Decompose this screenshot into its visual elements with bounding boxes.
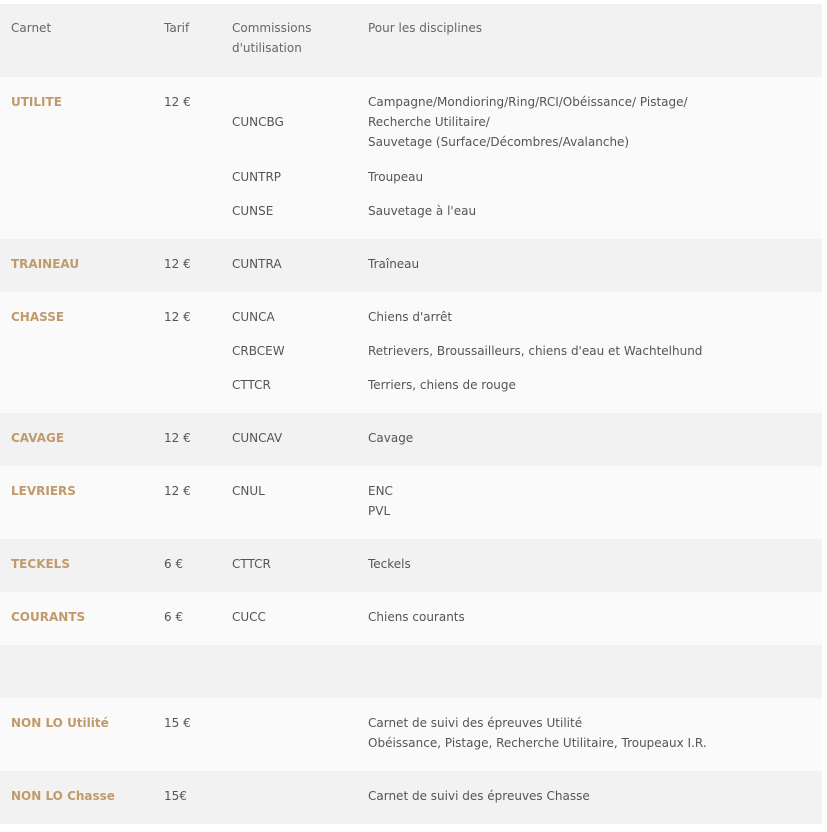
table-row-chasse	[0, 292, 822, 413]
carnet-name: TRAINEAU	[11, 257, 80, 271]
commission-code: CUNSE	[232, 204, 274, 218]
discipline-text: Troupeau	[368, 170, 424, 184]
header-carnet: Carnet	[11, 21, 52, 35]
tarif-value: 12 €	[164, 257, 191, 271]
header-commissions-line1: Commissions	[232, 21, 312, 35]
header-commissions	[232, 18, 311, 58]
table-row-cavage	[0, 413, 822, 466]
discipline-text: Terriers, chiens de rouge	[368, 378, 516, 392]
tarif-value: 15€	[164, 789, 187, 803]
tarif-value: 12 €	[164, 431, 191, 445]
tarif-value: 6 €	[164, 610, 184, 624]
discipline-text: Chiens d'arrêt	[368, 310, 453, 324]
table-row-utilite	[0, 77, 822, 239]
commission-code: CUNCA	[232, 310, 275, 324]
discipline-line: Sauvetage (Surface/Décombres/Avalanche)	[368, 135, 630, 149]
discipline-text	[368, 713, 707, 753]
discipline-text: Traîneau	[368, 257, 420, 271]
commission-code: CUNCBG	[232, 115, 284, 129]
discipline-text: Teckels	[368, 557, 411, 571]
carnet-name: NON LO Utilité	[11, 716, 109, 730]
discipline-line: Obéissance, Pistage, Recherche Utilitaire, Troupeaux I.R.	[368, 736, 707, 750]
carnet-name: NON LO Chasse	[11, 789, 115, 803]
commission-code: CNUL	[232, 484, 265, 498]
discipline-line: Campagne/Mondioring/Ring/RCI/Obéissance/ Pistage/	[368, 95, 688, 109]
header-disciplines: Pour les disciplines	[368, 21, 482, 35]
commission-code: CTTCR	[232, 557, 271, 571]
commission-code: CUNTRP	[232, 170, 282, 184]
carnet-name: LEVRIERS	[11, 484, 76, 498]
carnet-name: CHASSE	[11, 310, 65, 324]
header-tarif: Tarif	[164, 21, 190, 35]
table-header	[0, 4, 822, 77]
discipline-line: Recherche Utilitaire/	[368, 115, 490, 129]
discipline-text	[368, 481, 393, 521]
discipline-text: Sauvetage à l'eau	[368, 204, 477, 218]
table-row-courants	[0, 592, 822, 645]
table-row-levriers	[0, 466, 822, 539]
tarif-value: 12 €	[164, 95, 191, 109]
discipline-text: Chiens courants	[368, 610, 465, 624]
carnet-name: CAVAGE	[11, 431, 65, 445]
carnet-table	[0, 4, 822, 824]
commission-code: CRBCEW	[232, 344, 285, 358]
tarif-value: 12 €	[164, 484, 191, 498]
discipline-line: ENC	[368, 484, 393, 498]
tarif-value: 15 €	[164, 716, 191, 730]
table-row-empty	[0, 645, 822, 698]
discipline-text: Retrievers, Broussailleurs, chiens d'eau et Wachtelhund	[368, 344, 703, 358]
table-row-non-lo-chasse	[0, 771, 822, 824]
carnet-name: TECKELS	[11, 557, 70, 571]
table-row-teckels	[0, 539, 822, 592]
discipline-line: PVL	[368, 504, 391, 518]
carnet-name: COURANTS	[11, 610, 86, 624]
discipline-line: Carnet de suivi des épreuves Utilité	[368, 716, 583, 730]
carnet-name: UTILITE	[11, 95, 62, 109]
commission-code: CTTCR	[232, 378, 271, 392]
header-commissions-line2: d'utilisation	[232, 41, 302, 55]
commission-code: CUCC	[232, 610, 266, 624]
tarif-value: 12 €	[164, 310, 191, 324]
table-row-non-lo-utilite	[0, 698, 822, 771]
table-row-traineau	[0, 239, 822, 292]
discipline-text	[368, 92, 688, 152]
commission-code: CUNTRA	[232, 257, 282, 271]
commission-code: CUNCAV	[232, 431, 283, 445]
tarif-value: 6 €	[164, 557, 184, 571]
discipline-text: Carnet de suivi des épreuves Chasse	[368, 789, 590, 803]
discipline-text: Cavage	[368, 431, 414, 445]
